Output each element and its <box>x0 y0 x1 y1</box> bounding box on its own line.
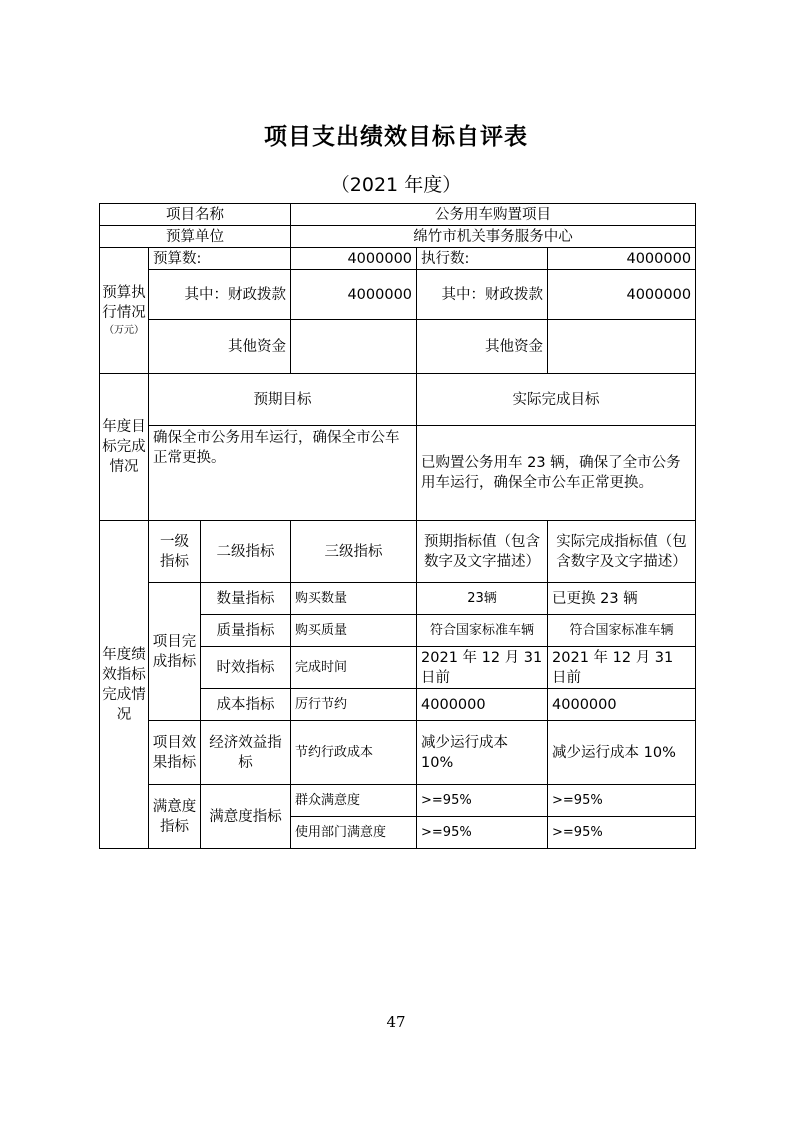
row-actual: 2021 年 12 月 31 日前 <box>548 647 696 689</box>
row-level3: 完成时间 <box>291 647 417 689</box>
fiscal-label: 其中：财政拨款 <box>149 270 291 320</box>
budget-label: 预算数: <box>149 248 291 270</box>
other-funds-row <box>100 320 696 374</box>
page-title: 项目支出绩效目标自评表 <box>264 124 528 150</box>
table-row <box>100 721 696 785</box>
row-level2: 质量指标 <box>201 615 291 647</box>
goals-header-row <box>100 374 696 426</box>
unit-row <box>100 226 696 248</box>
row-actual: 符合国家标准车辆 <box>548 615 696 647</box>
header-expected: 预期指标值（包含数字及文字描述） <box>417 521 548 583</box>
fiscal-budget-value: 4000000 <box>291 270 417 320</box>
row-expected: 4000000 <box>417 689 548 721</box>
page-number: 47 <box>386 1013 406 1031</box>
actual-goal-label: 实际完成目标 <box>417 374 696 426</box>
header-level3: 三级指标 <box>291 521 417 583</box>
other-funds-label: 其他资金 <box>149 320 291 374</box>
header-level1: 一级指标 <box>149 521 201 583</box>
group-effect-label: 项目效果指标 <box>149 721 201 785</box>
project-name-label: 项目名称 <box>100 204 291 226</box>
project-name-value: 公务用车购置项目 <box>291 204 696 226</box>
header-actual: 实际完成指标值（包含数字及文字描述） <box>548 521 696 583</box>
fiscal-exec-label: 其中：财政拨款 <box>417 270 548 320</box>
exec-value: 4000000 <box>548 248 696 270</box>
row-expected: 减少运行成本 10% <box>417 721 548 785</box>
budget-unit-note: （万元） <box>104 324 144 336</box>
row-expected: 符合国家标准车辆 <box>417 615 548 647</box>
row-actual: 已更换 23 辆 <box>548 583 696 615</box>
row-level2: 时效指标 <box>201 647 291 689</box>
row-expected: 2021 年 12 月 31 日前 <box>417 647 548 689</box>
goals-section-label: 年度目标完成情况 <box>100 374 149 521</box>
row-actual: 减少运行成本 10% <box>548 721 696 785</box>
unit-label: 预算单位 <box>100 226 291 248</box>
project-name-row <box>100 204 696 226</box>
budget-section-title: 预算执行情况 <box>102 284 146 321</box>
row-actual: 4000000 <box>548 689 696 721</box>
other-funds-exec-value <box>548 320 696 374</box>
evaluation-table <box>99 203 696 849</box>
budget-row <box>100 248 696 270</box>
row-level3: 使用部门满意度 <box>291 817 417 849</box>
exec-label: 执行数: <box>417 248 548 270</box>
row-level2: 成本指标 <box>201 689 291 721</box>
expected-goal-label: 预期目标 <box>149 374 417 426</box>
row-level3: 厉行节约 <box>291 689 417 721</box>
fiscal-exec-value: 4000000 <box>548 270 696 320</box>
group-output-label: 项目完成指标 <box>149 583 201 721</box>
fiscal-row <box>100 270 696 320</box>
header-level2: 二级指标 <box>201 521 291 583</box>
row-expected: 23辆 <box>417 583 548 615</box>
group-satisfaction-label: 满意度指标 <box>149 785 201 849</box>
row-level3: 节约行政成本 <box>291 721 417 785</box>
indicator-header-row <box>100 521 696 583</box>
actual-goal-text: 已购置公务用车 23 辆，确保了全市公务用车运行，确保全市公车正常更换。 <box>417 426 696 521</box>
row-level2: 经济效益指标 <box>201 721 291 785</box>
indicators-section-label: 年度绩效指标完成情况 <box>100 521 149 849</box>
row-level3: 购买数量 <box>291 583 417 615</box>
row-level2: 数量指标 <box>201 583 291 615</box>
row-actual: >=95% <box>548 785 696 817</box>
row-expected: >=95% <box>417 785 548 817</box>
row-level3: 群众满意度 <box>291 785 417 817</box>
year-line: （2021 年度） <box>330 174 462 196</box>
other-funds-exec-label: 其他资金 <box>417 320 548 374</box>
unit-value: 绵竹市机关事务服务中心 <box>291 226 696 248</box>
other-funds-budget-value <box>291 320 417 374</box>
row-expected: >=95% <box>417 817 548 849</box>
goals-content-row <box>100 426 696 521</box>
table-row <box>100 785 696 817</box>
budget-section-label <box>100 248 149 374</box>
table-row <box>100 583 696 615</box>
expected-goal-text: 确保全市公务用车运行，确保全市公车正常更换。 <box>149 426 417 521</box>
row-level3: 购买质量 <box>291 615 417 647</box>
budget-value: 4000000 <box>291 248 417 270</box>
row-actual: >=95% <box>548 817 696 849</box>
row-level2: 满意度指标 <box>201 785 291 849</box>
